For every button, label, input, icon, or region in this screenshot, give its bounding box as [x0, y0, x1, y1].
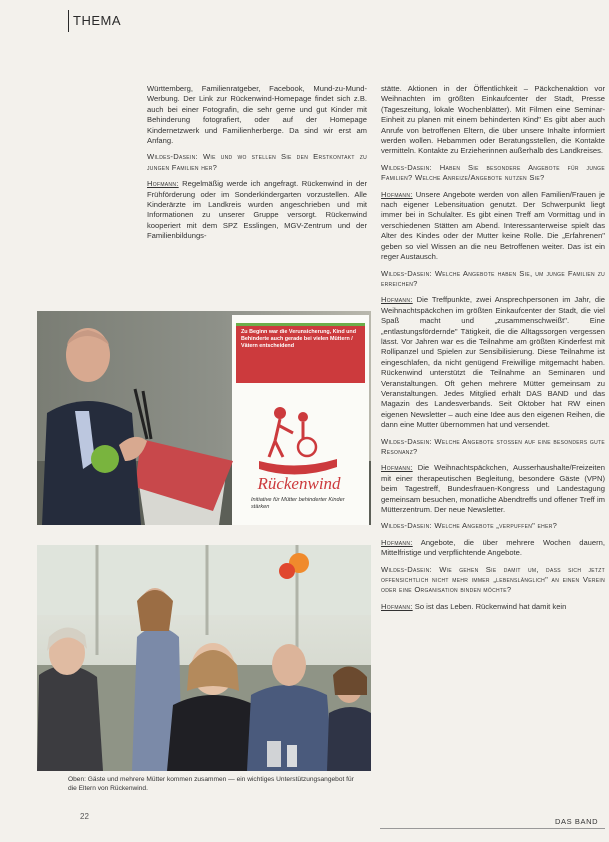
interview-answer [147, 179, 367, 241]
interview-question: Wildes-Dasein: Haben Sie besondere Angebote für junge Familien? Welche Anreize/Angebote nutzen Sie? [381, 162, 605, 183]
section-divider [68, 10, 69, 32]
paragraph: stätte. Aktionen in der Öffentlichkeit – Päckchenaktion vor Weihnachten im größten Einkaufcenter der Stadt, Presse (Tageszeitung, lokale Wochenblätter). Mit Filmen eine Seminar-Einheit zu planen mit einem behinderten Kind" Es gibt aber auch Anrufe von betroffenen Eltern, die über unsere Inhalte informiert werden wollen. Hebammen oder Beratungsstellen, die Kontakte vermitteln. Kontakte zu Erzieherinnen außerhalb des Landkreises. [381, 84, 605, 156]
magazine-name: DAS BAND [555, 817, 599, 826]
interview-answer [381, 538, 605, 559]
right-column [381, 84, 605, 618]
answer-text: Angebote, die über mehrere Wochen dauern, Mittelfristige und verpflichtende Angebote. [381, 537, 605, 558]
answer-text: Regelmäßig werde ich angefragt. Rückenwind in der Frühförderung oder im Sonderkindergarten vorzustellen. Alle Kinderärzte im Landkreis wurden angeschrieben und mit Informationen zu unserer Gruppe versorgt. Rückenwind kooperiert mit dem SPZ Esslingen, MGV-Zentrum und der Familienbildungs- [147, 179, 367, 241]
answer-speaker: Hofmann: [381, 537, 413, 547]
interview-answer [381, 295, 605, 430]
photo-caption: Oben: Gäste und mehrere Mütter kommen zusammen — ein wichtiges Unterstützungsangebot für die Eltern von Rückenwind. [68, 776, 354, 792]
answer-text: So ist das Leben. Rückenwind hat damit kein [412, 601, 567, 611]
answer-speaker: Hofmann: [381, 601, 413, 611]
left-column [147, 84, 367, 248]
interview-question: Wildes-Dasein: Welche Angebote stoßen auf eine besonders gute Resonanz? [381, 436, 605, 456]
interview-question: Wildes-Dasein: Welche Angebote „verpuffen" eher? [381, 521, 558, 531]
banner-text: Zu Beginn war die Verunsicherung, Kind und Behinderte auch gerade bei vielen Müttern / Vätern entscheidend [241, 329, 357, 349]
answer-text: Unsere Angebote werden von allen Familien/Frauen je nach eigener Lebensituation genutzt. Der Schwerpunkt liegt immer bei in Schulalter. Es gibt einen Treff am Vormittag und in verschiedenen Stätten am Abend. Interessanterweise spielt das Alter des Kindes oder der Mutter keine Rolle. Die „Erfahrenen" geben so viel Wissen an die neu Betroffenen weiter. Das ist ein reger Austausch. [381, 189, 605, 262]
answer-speaker: Hofmann: [147, 179, 179, 189]
audience-photo [37, 545, 371, 771]
interview-question: Wildes-Dasein: Welche Angebote haben Sie, um junge Familien zu erreichen? [381, 268, 605, 288]
section-title: THEMA [73, 13, 121, 28]
interview-question: Wildes-Dasein: Wie und wo stellen Sie den Erstkontakt zu jungen Familien her? [147, 152, 367, 172]
answer-speaker: Hofmann: [381, 463, 413, 473]
footer-divider [380, 828, 605, 829]
answer-speaker: Hofmann: [381, 295, 413, 305]
interview-answer [381, 602, 605, 612]
speaker-photo [37, 311, 371, 525]
paragraph: Württemberg, Familienratgeber, Facebook, Mund-zu-Mund-Werbung. Der Link zur Rückenwind-Homepage findet sich z.B. auch bei einer Fotografin, die sehr gerne und gut Kinder mit Behinderung fotografiert, oder auf der Homepage Kindernetzwerk und Familienherberge. Da sind wir erst am Anfang. [147, 84, 367, 146]
page-number: 22 [80, 812, 89, 821]
interview-answer [381, 463, 605, 515]
answer-text: Die Weihnachtspäckchen, Ausserhaushalte/Freizeiten mit einer therapeutischen Begleitung, besondere Gäste (VPN) beim Tagestreff, Bundesfrauen-Kongress und Landestagung gemeinsam besuchen, monatliche Abendtreffs und offener Treff im Mütterzentrum. Der neue Newsletter. [381, 463, 605, 515]
answer-text: Die Treffpunkte, zwei Ansprechpersonen im Jahr, die Weihnachtspäckchen im größten Einkaufcenter der Stadt, die viel Spaß macht und „zusammenschweißt". Eine „entlastungsfördernde" Tätigkeit, die die Alltagssorgen vergessen lässt. Vor Jahren war es die Teilnahme am größten Kinderfest mit Rollipanzel und Spielen zur Sensibilisierung. Diese Teilnahme ist eingeschlafen, da nicht genügend Freiwillige mitgemacht haben. Rückenwind unterstützt die Teilnahme an Seminaren und Veranstaltungen. Oft gehen mehrere Mütter gemeinsam zu Veranstaltungen. Jedes Mitglied erhält DAS BAND und das Magazin des Landesverbands. Seit Oktober hat RW einen eigenen Newsletter – auch eine Idee aus den eigenen Reihen, die dann eine Mutter übernommen hat und versendet. [381, 295, 605, 430]
answer-speaker: Hofmann: [381, 189, 413, 199]
banner-tagline: Initiative für Mütter behinderter Kinder stärken [251, 497, 345, 510]
interview-answer [381, 190, 605, 263]
interview-question: Wildes-Dasein: Wie gehen Sie damit um, dass sich jetzt offensichtlich nicht mehr immer „lebenslänglich" an einen Verein oder eine Organisation binden möchte? [381, 564, 605, 595]
audience-photo-illustration [37, 545, 371, 771]
svg-text:Rückenwind: Rückenwind [257, 474, 341, 493]
